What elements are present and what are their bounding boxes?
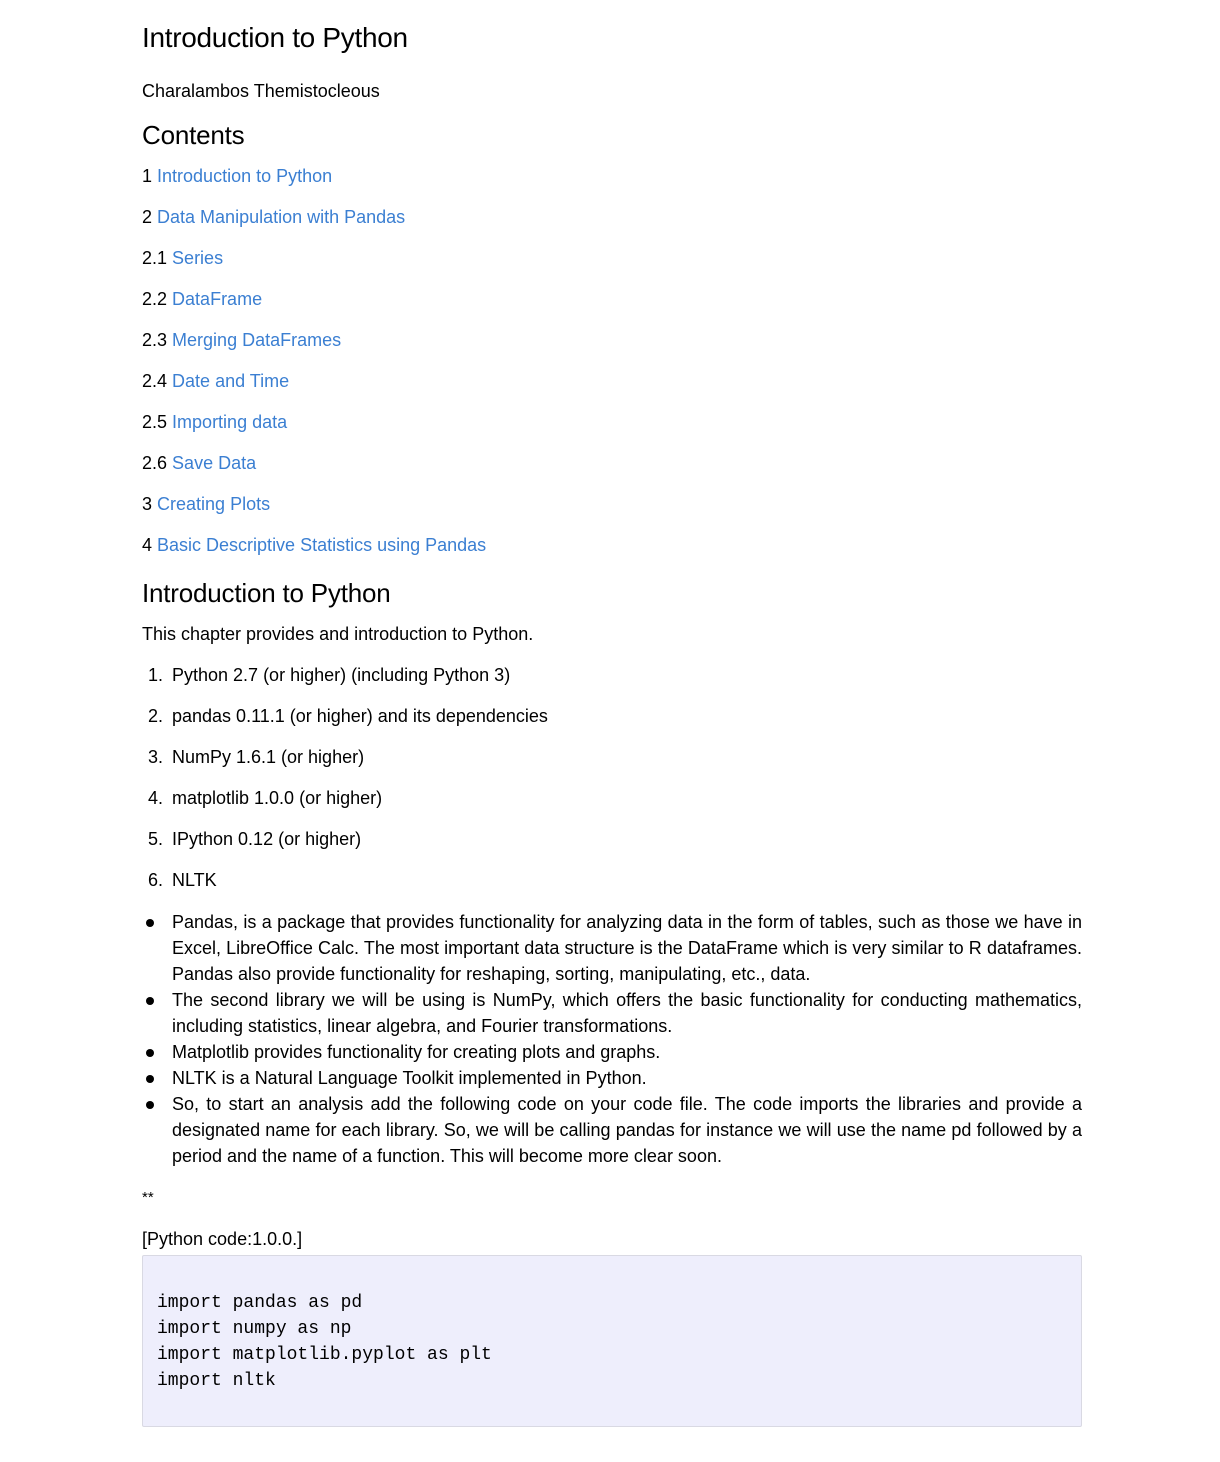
toc-item [142,246,1082,270]
list-number: 6. [148,870,164,890]
code-caption: [Python code:1.0.0.] [142,1229,303,1249]
bullet-text: So, to start an analysis add the following code on your code file. The code imports the libraries and provide a designated name for each library. So, we will be calling pandas for instance we will use the name pd followed by a period and the name of a function. This will become more clear soon. [172,1094,1082,1166]
list-number: 3. [148,747,164,767]
bullet-item [142,987,1082,1039]
toc-number: 2.5 [142,412,168,432]
toc-number: 2.4 [142,371,168,391]
toc-number: 2.3 [142,330,168,350]
bullet-icon [146,1075,154,1083]
requirements-list [142,663,1082,892]
toc-number: 3 [142,494,153,514]
toc-link-merging-dataframes[interactable]: Merging DataFrames [172,330,342,350]
bullet-icon [146,1049,154,1057]
list-item-text: matplotlib 1.0.0 (or higher) [172,788,383,808]
intro-heading: Introduction to Python [142,578,391,608]
bullet-list [142,892,1082,1169]
toc-number: 2 [142,207,153,227]
bullet-text: Matplotlib provides functionality for creating plots and graphs. [172,1042,661,1062]
table-of-contents [142,164,1082,557]
code-line: import nltk [157,1371,276,1391]
toc-number: 1 [142,166,153,186]
toc-item [142,451,1082,475]
bullet-icon [146,997,154,1005]
toc-item [142,369,1082,393]
code-line: import numpy as np [157,1319,352,1339]
toc-link-creating-plots[interactable]: Creating Plots [157,494,271,514]
list-item [142,868,1082,892]
intro-paragraph: This chapter provides and introduction to Python. [142,624,534,644]
toc-item [142,164,1082,188]
toc-link-save-data[interactable]: Save Data [172,453,257,473]
toc-link-descriptive-statistics[interactable]: Basic Descriptive Statistics using Pandas [157,535,487,555]
toc-item [142,205,1082,229]
toc-item [142,328,1082,352]
toc-number: 4 [142,535,153,555]
list-item-text: Python 2.7 (or higher) (including Python 3) [172,665,511,685]
list-item-text: NLTK [172,870,217,890]
toc-item [142,533,1082,557]
toc-link-importing-data[interactable]: Importing data [172,412,288,432]
toc-link-dataframe[interactable]: DataFrame [172,289,263,309]
author-name: Charalambos Themistocleous [142,81,380,101]
bullet-item [142,909,1082,987]
code-line: import matplotlib.pyplot as plt [157,1345,492,1365]
bullet-item [142,1039,1082,1065]
toc-link-date-and-time[interactable]: Date and Time [172,371,290,391]
bullet-item [142,1065,1082,1091]
toc-item [142,492,1082,516]
contents-heading: Contents [142,120,245,150]
toc-link-introduction-to-python[interactable]: Introduction to Python [157,166,333,186]
bullet-text: NLTK is a Natural Language Toolkit implemented in Python. [172,1068,647,1088]
list-item-text: pandas 0.11.1 (or higher) and its dependencies [172,706,548,726]
document-page [142,0,1082,1427]
list-number: 4. [148,788,164,808]
list-number: 5. [148,829,164,849]
list-item [142,745,1082,769]
code-line: import pandas as pd [157,1293,363,1313]
toc-link-data-manipulation[interactable]: Data Manipulation with Pandas [157,207,406,227]
toc-number: 2.6 [142,453,168,473]
list-item [142,704,1082,728]
toc-item [142,410,1082,434]
document-title: Introduction to Python [142,22,408,53]
stars-marker: ** [142,1189,154,1206]
toc-item [142,287,1082,311]
toc-number: 2.2 [142,289,168,309]
toc-link-series[interactable]: Series [172,248,224,268]
list-item [142,786,1082,810]
bullet-icon [146,1101,154,1109]
list-item [142,827,1082,851]
list-number: 2. [148,706,164,726]
list-item-text: NumPy 1.6.1 (or higher) [172,747,365,767]
code-block[interactable] [142,1255,1082,1427]
bullet-icon [146,919,154,927]
toc-number: 2.1 [142,248,168,268]
list-number: 1. [148,665,164,685]
list-item [142,663,1082,687]
bullet-text: The second library we will be using is NumPy, which offers the basic functionality for conducting mathematics, including statistics, linear algebra, and Fourier transformations. [172,990,1082,1036]
list-item-text: IPython 0.12 (or higher) [172,829,362,849]
bullet-text: Pandas, is a package that provides functionality for analyzing data in the form of tables, such as those we have in Excel, LibreOffice Calc. The most important data structure is the DataFrame which is very similar to R dataframes. Pandas also provide functionality for reshaping, sorting, manipulating, etc., data. [172,912,1082,984]
bullet-item [142,1091,1082,1169]
